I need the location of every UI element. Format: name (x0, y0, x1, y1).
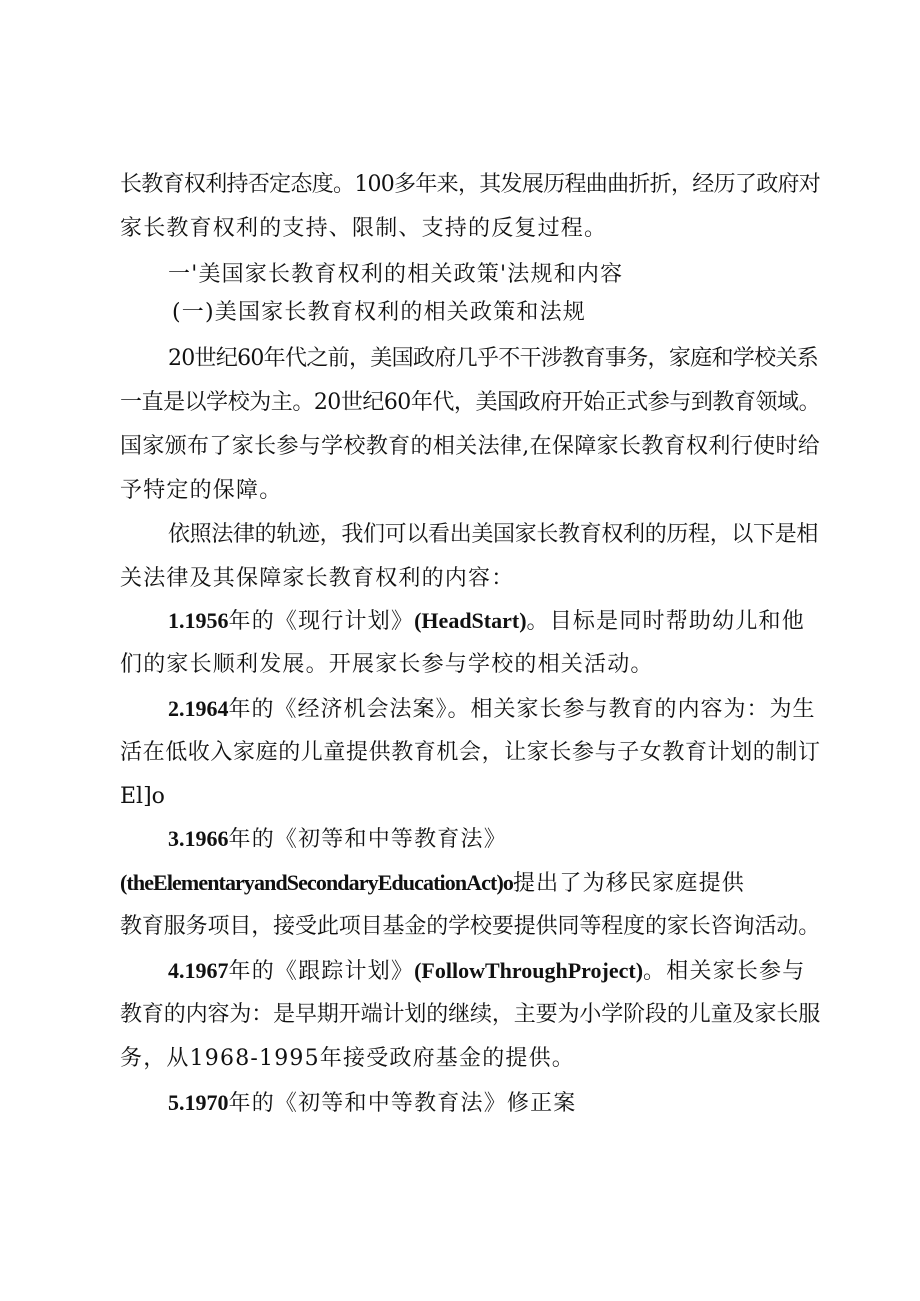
list-item-number: 2.1964 (168, 696, 229, 721)
text-line: 一直是以学校为主。20世纪60年代，美国政府开始正式参与到教育领域。 (120, 390, 820, 415)
list-item-title: 年的《初等和中等教育法》修正案 (228, 1091, 577, 1116)
list-item-title: 年的《现行计划》 (228, 609, 415, 634)
list-item-english-name: (HeadStart) (414, 608, 527, 633)
list-item-number: 1.1956 (168, 608, 229, 633)
list-item-text: 提出了为移民家庭提供 (512, 871, 745, 896)
list-item-number: 4.1967 (168, 958, 229, 983)
text-line: El]o (120, 784, 165, 809)
text-line: 家长教育权利的支持、限制、支持的反复过程。 (120, 216, 608, 241)
list-item-text: 。目标是同时帮助幼儿和他 (526, 609, 805, 634)
list-item-1 (168, 606, 818, 636)
list-item-text: 年的《经济机会法案》。相关家长参与教育的内容为：为生 (228, 697, 816, 722)
text-line: 长教育权利持否定态度。100多年来，其发展历程曲曲折折，经历了政府对 (120, 172, 820, 197)
text-line: 关法律及其保障家长教育权利的内容： (120, 566, 515, 591)
list-item-3 (168, 824, 818, 854)
text-line: 予特定的保障。 (120, 478, 283, 503)
list-item-5 (168, 1088, 818, 1118)
list-item-number: 3.1966 (168, 826, 229, 851)
list-item-number: 5.1970 (168, 1090, 229, 1115)
text-line: 活在低收入家庭的儿童提供教育机会，让家长参与子女教育计划的制订 (120, 740, 821, 765)
list-item-4 (168, 956, 818, 986)
text-line: 们的家长顺利发展。开展家长参与学校的相关活动。 (120, 652, 654, 677)
text-line: 国家颁布了家长参与学校教育的相关法律,在保障家长教育权利行使时给 (120, 434, 820, 459)
list-item-text: 。相关家长参与 (643, 959, 806, 984)
section-heading: 一'美国家长教育权利的相关政策'法规和内容 (168, 262, 624, 287)
list-item-title: 年的《跟踪计划》 (228, 959, 415, 984)
list-item-3-continued (120, 868, 820, 898)
list-item-2 (168, 694, 818, 724)
text-line: 教育的内容为：是早期开端计划的继续，主要为小学阶段的儿童及家长服 (120, 1002, 820, 1027)
list-item-title: 年的《初等和中等教育法》 (228, 827, 507, 852)
text-line: 教育服务项目，接受此项目基金的学校要提供同等程度的家长咨询活动。 (120, 914, 820, 939)
subsection-heading: (一)美国家长教育权利的相关政策和法规 (172, 300, 586, 325)
text-line: 依照法律的轨迹，我们可以看出美国家长教育权利的历程，以下是相 (168, 522, 818, 547)
list-item-english-name: (FollowThroughProject) (414, 958, 644, 983)
text-line: 务，从1968-1995年接受政府基金的提供。 (120, 1046, 576, 1071)
list-item-english-name: (theElementaryandSecondaryEducationAct)o (120, 870, 513, 895)
text-line: 20世纪60年代之前，美国政府几乎不干涉教育事务，家庭和学校关系 (168, 346, 818, 371)
